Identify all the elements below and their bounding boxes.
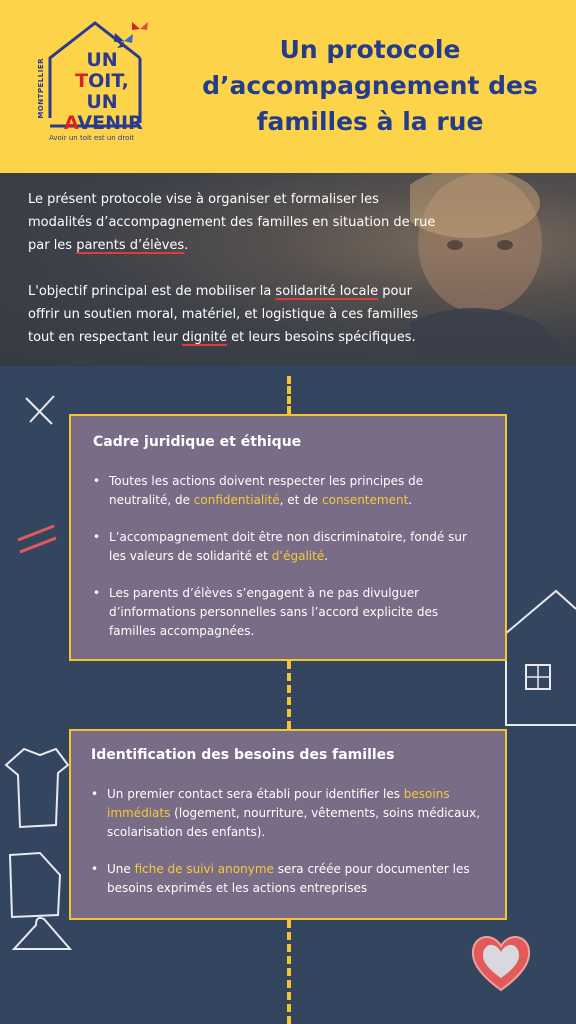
card-heading: Cadre juridique et éthique <box>93 434 302 450</box>
highlight-solidarity: solidarité locale <box>275 284 379 299</box>
intro-text <box>28 188 438 366</box>
highlight-parents: parents d’élèves <box>76 238 185 253</box>
card-needs-identification <box>69 729 507 920</box>
intro-section <box>0 173 576 366</box>
chalk-lines-icon <box>14 522 58 556</box>
list-item: • Une fiche de suivi anonyme sera créée pour documenter les besoins exprimés et les actions entreprises <box>91 860 483 898</box>
list-item: • L’accompagnement doit être non discriminatoire, fondé sur les valeurs de solidarité et d’égalité. <box>93 528 483 566</box>
chalk-cross-icon <box>22 392 58 428</box>
bullet-list <box>91 785 483 898</box>
list-item: • Toutes les actions doivent respecter les principes de neutralité, de confidentialité, et de consentement. <box>93 472 483 510</box>
logo-tagline: Avoir un toit est un droit <box>49 134 135 142</box>
intro-paragraph: Le présent protocole vise à organiser et formaliser les modalités d’accompagnement des familles en situation de rue par les parents d’élèves. <box>28 192 436 253</box>
butterfly-icon <box>130 20 150 38</box>
bullet-list <box>93 472 483 641</box>
list-item: • Un premier contact sera établi pour identifier les besoins immédiats (logement, nourriture, vêtements, soins médicaux, scolarisation des enfants). <box>91 785 483 842</box>
page-title: Un protocole d’accompagnement des familles à la rue <box>202 35 538 136</box>
chalk-heart-icon <box>466 928 536 996</box>
connector-line <box>287 376 291 414</box>
list-item: • Les parents d’élèves s’engagent à ne pas divulguer d’informations personnelles sans l’accord explicite des familles accompagnées. <box>93 584 483 641</box>
connector-line <box>287 661 291 729</box>
logo-line: UN <box>86 49 118 71</box>
logo-line: AVENIR <box>64 112 143 134</box>
highlight-dignity: dignité <box>181 330 228 345</box>
logo-wordmark <box>64 49 143 134</box>
card-heading: Identification des besoins des familles <box>91 747 395 763</box>
connector-line <box>287 920 291 1024</box>
intro-paragraph: L'objectif principal est de mobiliser la solidarité locale pour offrir un soutien moral, matériel, et logistique à ces familles tout en respectant leur dignité et leurs besoins spécifiques. <box>28 284 419 345</box>
logo-line: TOIT, <box>75 70 129 92</box>
logo-line: UN <box>86 91 118 113</box>
logo-city: MONTPELLIER <box>37 58 45 119</box>
chalk-clothes-icon <box>0 735 72 965</box>
card-legal-framework <box>69 414 507 661</box>
header-banner <box>0 0 576 173</box>
